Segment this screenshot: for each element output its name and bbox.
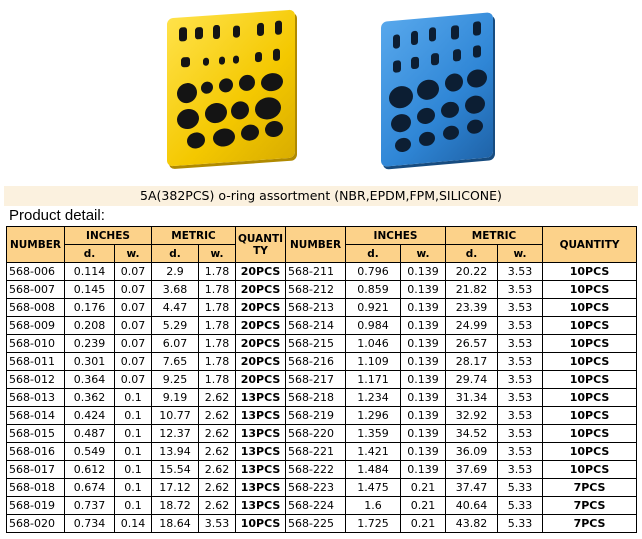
table-row	[7, 317, 637, 335]
quantity-cell: 13PCS	[236, 461, 286, 479]
table-row	[7, 515, 637, 533]
metric-diameter-cell: 15.54	[152, 461, 199, 479]
metric-width-cell: 3.53	[498, 443, 543, 461]
part-number-cell: 568-218	[286, 389, 346, 407]
metric-w-header: w.	[199, 245, 236, 263]
metric-width-cell: 2.62	[199, 479, 236, 497]
metric-width-cell: 2.62	[199, 461, 236, 479]
metric-d-header: d.	[446, 245, 498, 263]
part-number-cell: 568-007	[7, 281, 65, 299]
metric-diameter-cell: 12.37	[152, 425, 199, 443]
inch-diameter-cell: 1.359	[346, 425, 401, 443]
inch-diameter-cell: 0.984	[346, 317, 401, 335]
metric-width-cell: 3.53	[498, 281, 543, 299]
inch-width-cell: 0.07	[115, 281, 152, 299]
part-number-cell: 568-216	[286, 353, 346, 371]
quantity-cell: 10PCS	[543, 425, 637, 443]
metric-width-cell: 5.33	[498, 479, 543, 497]
inch-width-cell: 0.139	[401, 461, 446, 479]
part-number-cell: 568-020	[7, 515, 65, 533]
inch-width-cell: 0.07	[115, 335, 152, 353]
inch-diameter-cell: 0.612	[65, 461, 115, 479]
metric-width-cell: 3.53	[498, 317, 543, 335]
quantity-cell: 20PCS	[236, 299, 286, 317]
number-header: NUMBER	[7, 227, 65, 263]
inch-diameter-cell: 1.725	[346, 515, 401, 533]
inch-diameter-cell: 0.145	[65, 281, 115, 299]
metric-diameter-cell: 36.09	[446, 443, 498, 461]
inch-diameter-cell: 0.301	[65, 353, 115, 371]
metric-width-cell: 3.53	[498, 371, 543, 389]
inch-width-cell: 0.07	[115, 299, 152, 317]
inches-w-header: w.	[115, 245, 152, 263]
metric-width-cell: 1.78	[199, 335, 236, 353]
quantity-cell: 20PCS	[236, 335, 286, 353]
metric-diameter-cell: 13.94	[152, 443, 199, 461]
metric-diameter-cell: 9.25	[152, 371, 199, 389]
metric-diameter-cell: 5.29	[152, 317, 199, 335]
table-header-row	[7, 227, 637, 245]
inch-diameter-cell: 1.475	[346, 479, 401, 497]
metric-width-cell: 2.62	[199, 389, 236, 407]
inch-diameter-cell: 0.208	[65, 317, 115, 335]
inch-diameter-cell: 0.674	[65, 479, 115, 497]
inch-width-cell: 0.139	[401, 425, 446, 443]
table-row	[7, 281, 637, 299]
metric-diameter-cell: 21.82	[446, 281, 498, 299]
metric-width-cell: 3.53	[498, 335, 543, 353]
metric-diameter-cell: 2.9	[152, 263, 199, 281]
part-number-cell: 568-212	[286, 281, 346, 299]
inches-d-header: d.	[65, 245, 115, 263]
part-number-cell: 568-012	[7, 371, 65, 389]
part-number-cell: 568-214	[286, 317, 346, 335]
metric-diameter-cell: 31.34	[446, 389, 498, 407]
inch-diameter-cell: 0.362	[65, 389, 115, 407]
metric-width-cell: 1.78	[199, 299, 236, 317]
metric-width-cell: 3.53	[498, 389, 543, 407]
product-title-banner: 5A(382PCS) o-ring assortment (NBR,EPDM,FPM,SILICONE)	[4, 186, 638, 206]
inch-width-cell: 0.1	[115, 479, 152, 497]
part-number-cell: 568-217	[286, 371, 346, 389]
inch-width-cell: 0.139	[401, 407, 446, 425]
quantity-header: QUANTITY	[543, 227, 637, 263]
quantity-cell: 20PCS	[236, 317, 286, 335]
inch-width-cell: 0.1	[115, 443, 152, 461]
inch-diameter-cell: 0.364	[65, 371, 115, 389]
inches-header: INCHES	[65, 227, 152, 245]
table-body	[7, 263, 637, 533]
oring-size-table	[6, 226, 637, 533]
quantity-cell: 20PCS	[236, 353, 286, 371]
table-row	[7, 335, 637, 353]
metric-diameter-cell: 34.52	[446, 425, 498, 443]
part-number-cell: 568-211	[286, 263, 346, 281]
inch-diameter-cell: 0.114	[65, 263, 115, 281]
inch-diameter-cell: 0.549	[65, 443, 115, 461]
inch-width-cell: 0.07	[115, 371, 152, 389]
inch-width-cell: 0.139	[401, 263, 446, 281]
metric-diameter-cell: 6.07	[152, 335, 199, 353]
metric-diameter-cell: 40.64	[446, 497, 498, 515]
metric-diameter-cell: 43.82	[446, 515, 498, 533]
table-row	[7, 461, 637, 479]
metric-width-cell: 1.78	[199, 281, 236, 299]
inch-diameter-cell: 0.734	[65, 515, 115, 533]
number-header: NUMBER	[286, 227, 346, 263]
quantity-cell: 10PCS	[543, 335, 637, 353]
quantity-cell: 10PCS	[543, 461, 637, 479]
part-number-cell: 568-224	[286, 497, 346, 515]
inch-width-cell: 0.139	[401, 335, 446, 353]
table-row	[7, 263, 637, 281]
inch-width-cell: 0.139	[401, 443, 446, 461]
inch-width-cell: 0.07	[115, 353, 152, 371]
inch-diameter-cell: 1.6	[346, 497, 401, 515]
inch-diameter-cell: 1.171	[346, 371, 401, 389]
inch-diameter-cell: 1.296	[346, 407, 401, 425]
inch-diameter-cell: 1.046	[346, 335, 401, 353]
metric-width-cell: 3.53	[199, 515, 236, 533]
metric-diameter-cell: 29.74	[446, 371, 498, 389]
metric-width-cell: 3.53	[498, 299, 543, 317]
metric-diameter-cell: 23.39	[446, 299, 498, 317]
quantity-cell: 10PCS	[543, 371, 637, 389]
quantity-cell: 10PCS	[236, 515, 286, 533]
table-row	[7, 389, 637, 407]
inch-width-cell: 0.139	[401, 281, 446, 299]
inch-diameter-cell: 0.921	[346, 299, 401, 317]
quantity-header: QUANTI TY	[236, 227, 286, 263]
table-row	[7, 497, 637, 515]
quantity-cell: 20PCS	[236, 371, 286, 389]
part-number-cell: 568-223	[286, 479, 346, 497]
inch-width-cell: 0.1	[115, 389, 152, 407]
quantity-cell: 13PCS	[236, 443, 286, 461]
metric-diameter-cell: 37.69	[446, 461, 498, 479]
metric-diameter-cell: 32.92	[446, 407, 498, 425]
inch-width-cell: 0.139	[401, 353, 446, 371]
yellow-oring-kit-image	[167, 10, 295, 167]
inch-diameter-cell: 1.421	[346, 443, 401, 461]
metric-width-cell: 1.78	[199, 317, 236, 335]
inch-diameter-cell: 0.859	[346, 281, 401, 299]
inch-width-cell: 0.14	[115, 515, 152, 533]
part-number-cell: 568-018	[7, 479, 65, 497]
metric-diameter-cell: 3.68	[152, 281, 199, 299]
part-number-cell: 568-215	[286, 335, 346, 353]
quantity-cell: 10PCS	[543, 263, 637, 281]
metric-width-cell: 2.62	[199, 497, 236, 515]
part-number-cell: 568-016	[7, 443, 65, 461]
metric-width-cell: 3.53	[498, 263, 543, 281]
part-number-cell: 568-011	[7, 353, 65, 371]
inch-width-cell: 0.1	[115, 497, 152, 515]
metric-d-header: d.	[152, 245, 199, 263]
inch-width-cell: 0.1	[115, 461, 152, 479]
inch-width-cell: 0.139	[401, 299, 446, 317]
inch-diameter-cell: 1.484	[346, 461, 401, 479]
inch-width-cell: 0.139	[401, 317, 446, 335]
metric-diameter-cell: 26.57	[446, 335, 498, 353]
part-number-cell: 568-010	[7, 335, 65, 353]
metric-header: METRIC	[446, 227, 543, 245]
table-row	[7, 443, 637, 461]
metric-diameter-cell: 10.77	[152, 407, 199, 425]
inch-diameter-cell: 0.239	[65, 335, 115, 353]
inch-width-cell: 0.139	[401, 389, 446, 407]
metric-width-cell: 5.33	[498, 515, 543, 533]
quantity-cell: 13PCS	[236, 389, 286, 407]
metric-w-header: w.	[498, 245, 543, 263]
table-row	[7, 299, 637, 317]
metric-diameter-cell: 7.65	[152, 353, 199, 371]
blue-oring-kit-image	[381, 12, 493, 167]
metric-width-cell: 5.33	[498, 497, 543, 515]
metric-diameter-cell: 24.99	[446, 317, 498, 335]
product-detail-heading: Product detail:	[9, 207, 105, 224]
quantity-cell: 7PCS	[543, 479, 637, 497]
metric-width-cell: 3.53	[498, 425, 543, 443]
part-number-cell: 568-009	[7, 317, 65, 335]
quantity-cell: 10PCS	[543, 407, 637, 425]
inch-diameter-cell: 0.796	[346, 263, 401, 281]
inches-w-header: w.	[401, 245, 446, 263]
quantity-cell: 13PCS	[236, 425, 286, 443]
inch-width-cell: 0.07	[115, 317, 152, 335]
inch-width-cell: 0.1	[115, 425, 152, 443]
quantity-cell: 13PCS	[236, 407, 286, 425]
inches-header: INCHES	[346, 227, 446, 245]
inch-width-cell: 0.21	[401, 497, 446, 515]
inch-width-cell: 0.21	[401, 479, 446, 497]
part-number-cell: 568-015	[7, 425, 65, 443]
inches-d-header: d.	[346, 245, 401, 263]
table-row	[7, 371, 637, 389]
metric-width-cell: 3.53	[498, 353, 543, 371]
metric-diameter-cell: 4.47	[152, 299, 199, 317]
part-number-cell: 568-220	[286, 425, 346, 443]
inch-diameter-cell: 0.424	[65, 407, 115, 425]
table-row	[7, 479, 637, 497]
metric-width-cell: 3.53	[498, 461, 543, 479]
metric-diameter-cell: 28.17	[446, 353, 498, 371]
metric-diameter-cell: 18.64	[152, 515, 199, 533]
part-number-cell: 568-225	[286, 515, 346, 533]
table-row	[7, 407, 637, 425]
inch-width-cell: 0.139	[401, 371, 446, 389]
metric-header: METRIC	[152, 227, 236, 245]
inch-diameter-cell: 1.109	[346, 353, 401, 371]
quantity-cell: 7PCS	[543, 497, 637, 515]
part-number-cell: 568-219	[286, 407, 346, 425]
metric-diameter-cell: 9.19	[152, 389, 199, 407]
metric-diameter-cell: 20.22	[446, 263, 498, 281]
metric-width-cell: 1.78	[199, 263, 236, 281]
part-number-cell: 568-213	[286, 299, 346, 317]
metric-width-cell: 2.62	[199, 425, 236, 443]
metric-width-cell: 2.62	[199, 443, 236, 461]
part-number-cell: 568-006	[7, 263, 65, 281]
quantity-cell: 10PCS	[543, 353, 637, 371]
inch-diameter-cell: 1.234	[346, 389, 401, 407]
metric-width-cell: 2.62	[199, 407, 236, 425]
metric-diameter-cell: 37.47	[446, 479, 498, 497]
quantity-cell: 20PCS	[236, 281, 286, 299]
quantity-cell: 10PCS	[543, 389, 637, 407]
quantity-cell: 10PCS	[543, 317, 637, 335]
table-row	[7, 353, 637, 371]
part-number-cell: 568-008	[7, 299, 65, 317]
metric-diameter-cell: 18.72	[152, 497, 199, 515]
quantity-cell: 10PCS	[543, 299, 637, 317]
part-number-cell: 568-013	[7, 389, 65, 407]
quantity-cell: 20PCS	[236, 263, 286, 281]
quantity-cell: 13PCS	[236, 497, 286, 515]
part-number-cell: 568-017	[7, 461, 65, 479]
product-photos	[0, 0, 642, 183]
metric-width-cell: 1.78	[199, 353, 236, 371]
inch-width-cell: 0.1	[115, 407, 152, 425]
part-number-cell: 568-222	[286, 461, 346, 479]
quantity-cell: 10PCS	[543, 281, 637, 299]
quantity-cell: 10PCS	[543, 443, 637, 461]
inch-width-cell: 0.07	[115, 263, 152, 281]
part-number-cell: 568-019	[7, 497, 65, 515]
metric-width-cell: 3.53	[498, 407, 543, 425]
inch-diameter-cell: 0.487	[65, 425, 115, 443]
metric-width-cell: 1.78	[199, 371, 236, 389]
quantity-cell: 13PCS	[236, 479, 286, 497]
metric-diameter-cell: 17.12	[152, 479, 199, 497]
inch-diameter-cell: 0.176	[65, 299, 115, 317]
quantity-cell: 7PCS	[543, 515, 637, 533]
inch-width-cell: 0.21	[401, 515, 446, 533]
part-number-cell: 568-221	[286, 443, 346, 461]
table-row	[7, 425, 637, 443]
part-number-cell: 568-014	[7, 407, 65, 425]
inch-diameter-cell: 0.737	[65, 497, 115, 515]
